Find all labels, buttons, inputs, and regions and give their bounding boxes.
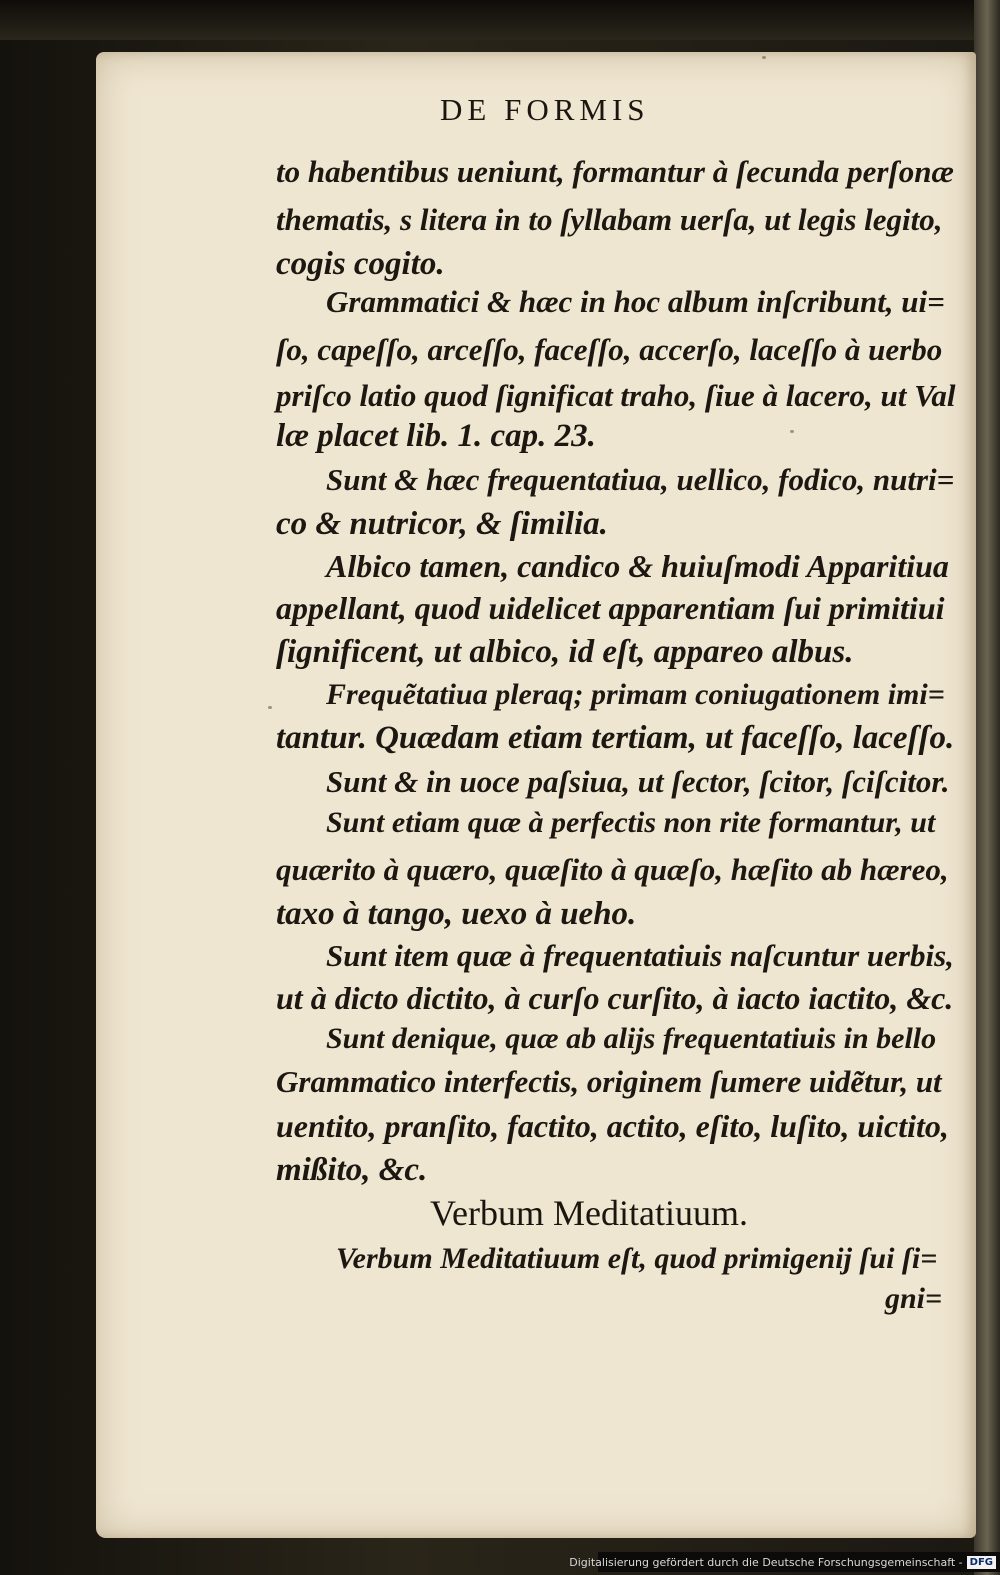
digitization-footer (569, 1552, 1000, 1572)
text-line: Sunt & in uoce paſsiua, ut ſector, ſcitor, ſciſcitor. (326, 764, 950, 799)
text-line: mißito, &c. (276, 1152, 428, 1188)
text-line: Sunt etiam quæ à perfectis non rite formantur, ut (326, 806, 936, 839)
scan-top-edge (0, 0, 1000, 40)
text-line: Sunt denique, quæ ab alijs frequentatiuis in bello (326, 1022, 937, 1055)
text-line: quærito à quæro, quæſito à quæſo, hæſito ab hæreo, (276, 852, 949, 887)
text-line: co & nutricor, & ſimilia. (276, 506, 608, 542)
text-line: cogis cogito. (276, 246, 445, 282)
text-line: uentito, pranſito, factito, actito, eſito, luſito, uictito, (276, 1108, 949, 1144)
text-line: Sunt item quæ à frequentatiuis naſcuntur uerbis, (326, 938, 954, 973)
text-line: Grammatici & hæc in hoc album inſcribunt, ui= (326, 284, 945, 319)
text-line: priſco latio quod ſignificat traho, ſiue à lacero, ut Val (276, 378, 956, 413)
running-head: DE FORMIS (440, 92, 650, 127)
text-line: ut à dicto dictito, à curſo curſito, à iacto iactito, &c. (276, 980, 954, 1016)
text-line: to habentibus ueniunt, formantur à ſecunda perſonæ (276, 154, 954, 189)
text-line: Sunt & hæc frequentatiua, uellico, fodico, nutri= (326, 462, 955, 497)
text-line: læ placet lib. 1. cap. 23. (276, 418, 596, 454)
footer-credit: Digitalisierung gefördert durch die Deutsche Forschungsgemeinschaft - (569, 1555, 963, 1569)
section-heading: Verbum Meditatiuum. (430, 1193, 748, 1233)
text-line: taxo à tango, uexo à ueho. (276, 896, 637, 932)
text-line: tantur. Quædam etiam tertiam, ut faceſſo, laceſſo. (276, 720, 955, 756)
text-line: ſo, capeſſo, arceſſo, faceſſo, accerſo, laceſſo à uerbo (276, 332, 943, 367)
catchword: gni= (885, 1282, 943, 1315)
text-line: appellant, quod uidelicet apparentiam ſui primitiui (276, 590, 945, 626)
text-line: Frequẽtatiua pleraq; primam coniugationem imi= (326, 678, 945, 711)
book-spine-edge (974, 0, 1000, 1575)
paper-speck (762, 56, 766, 59)
text-line: Verbum Meditatiuum eſt, quod primigenij ſui ſi= (336, 1242, 938, 1275)
text-line: ſignificent, ut albico, id eſt, appareo albus. (276, 634, 854, 670)
text-line: Albico tamen, candico & huiuſmodi Apparitiua (326, 548, 949, 584)
paper-speck (790, 430, 794, 433)
text-line: Grammatico interfectis, originem ſumere uidẽtur, ut (276, 1064, 942, 1099)
paper-speck (268, 706, 272, 709)
dfg-logo: DFG (967, 1556, 996, 1569)
text-line: thematis, s litera in to ſyllabam uerſa, ut legis legito, (276, 202, 943, 237)
